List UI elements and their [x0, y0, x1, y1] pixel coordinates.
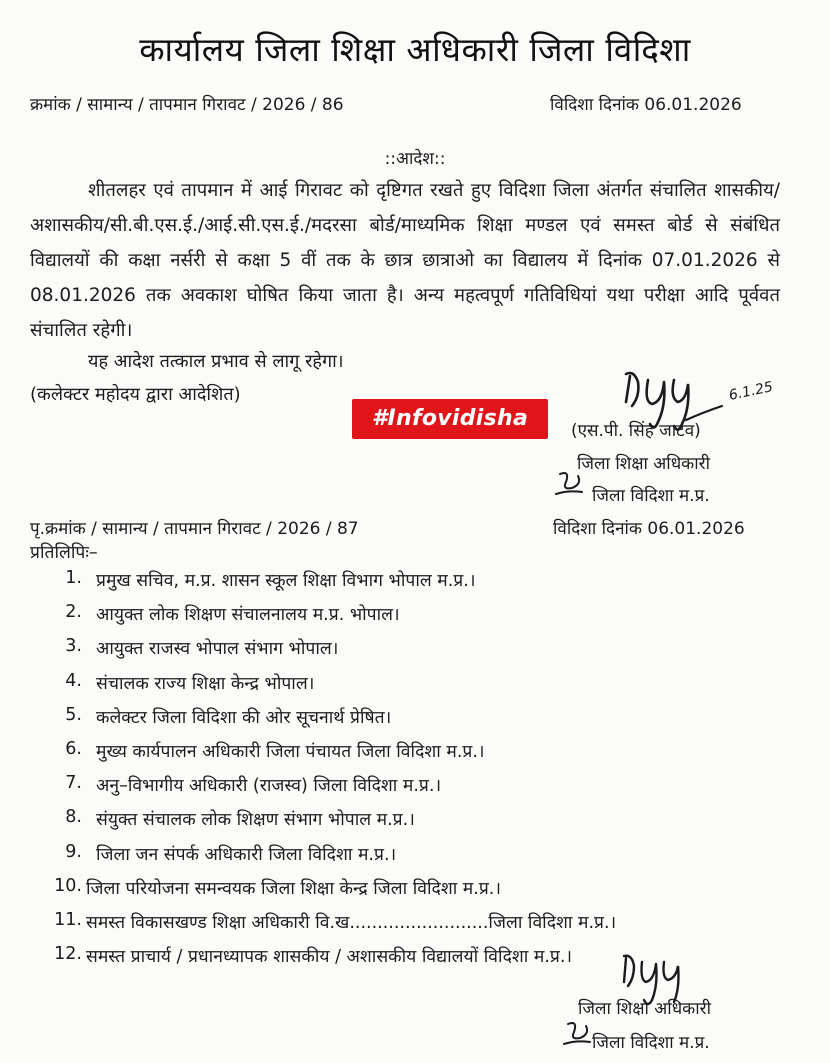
list-item: 10. जिला परियोजना समन्वयक जिला शिक्षा केन्द्र जिला विदिशा म.प्र.।	[54, 875, 501, 899]
handwritten-initial-2	[560, 1018, 596, 1050]
list-item: 4. संचालक राज्य शिक्षा केन्द्र भोपाल।	[65, 670, 315, 694]
list-item: 1. प्रमुख सचिव, म.प्र. शासन स्कूल शिक्षा विभाग भोपाल म.प्र.।	[65, 568, 476, 591]
signatory-2-designation: जिला शिक्षा अधिकारी	[578, 999, 711, 1019]
office-title: कार्यालय जिला शिक्षा अधिकारी जिला विदिशा	[139, 30, 691, 69]
signatory-name: (एस.पी. सिंह जाटव)	[571, 421, 701, 441]
authority-line: (कलेक्टर महोदय द्वारा आदेशित)	[30, 384, 241, 405]
signature-date-text: 6.1.25	[727, 379, 774, 404]
list-item: 12. समस्त प्राचार्य / प्रधानध्यापक शासकीय / अशासकीय विद्यालयों विदिशा म.प्र.।	[54, 944, 573, 968]
list-item: 6. मुख्य कार्यपालन अधिकारी जिला पंचायत जिला विदिशा म.प्र.।	[65, 738, 485, 762]
order-heading: ::आदेश::	[384, 149, 446, 169]
order-reference-number: क्रमांक / सामान्य / तापमान गिरावट / 2026 / 86	[30, 95, 344, 115]
list-item: 5. कलेक्टर जिला विदिशा की ओर सूचनार्थ प्रेषित।	[65, 704, 392, 728]
list-item: 9. जिला जन संपर्क अधिकारी जिला विदिशा म.प्र.।	[65, 841, 397, 865]
list-item: 11. समस्त विकासखण्ड शिक्षा अधिकारी वि.ख.........................जिला विदिशा म.प्र.।	[54, 909, 617, 933]
copy-heading: प्रतिलिपिः–	[30, 543, 98, 563]
effect-line: यह आदेश तत्काल प्रभाव से लागू रहेगा।	[88, 351, 344, 372]
list-item: 8. संयुक्त संचालक लोक शिक्षण संभाग भोपाल म.प्र.।	[65, 807, 415, 831]
order-body-paragraph: शीतलहर एवं तापमान में आई गिरावट को दृष्टिगत रखते हुए विदिशा जिला अंतर्गत संचालित शासकीय/अशासकीय/सी.बी.एस.ई./आई.सी.एस.ई./मदरसा बोर्ड/माध्यमिक शिक्षा मण्डल एवं समस्त बोर्ड से संबंधित विद्यालयों की कक्षा नर्सरी से कक्षा 5 वीं तक के छात्र छात्राओ का विद्यालय में दिनांक 07.01.2026 से 08.01.2026 तक अवकाश घोषित किया जाता है। अन्य महत्वपूर्ण गतिविधियां यथा परीक्षा आदि पूर्ववत संचालित रहेगी।	[30, 180, 780, 341]
handwritten-initial-1	[552, 468, 588, 500]
signatory-designation: जिला शिक्षा अधिकारी	[577, 454, 710, 474]
order-date: विदिशा दिनांक 06.01.2026	[550, 95, 742, 115]
signatory-office: जिला विदिशा म.प्र.	[592, 486, 710, 506]
copy-date: विदिशा दिनांक 06.01.2026	[553, 519, 745, 539]
infovidisha-watermark-badge: #Infovidisha	[352, 399, 548, 439]
list-item: 3. आयुक्त राजस्व भोपाल संभाग भोपाल।	[65, 636, 339, 660]
list-item: 2. आयुक्त लोक शिक्षण संचालनालय म.प्र. भोपाल।	[65, 602, 400, 626]
copy-reference-number: पृ.क्रमांक / सामान्य / तापमान गिरावट / 2026 / 87	[30, 519, 359, 539]
copy-recipient-list	[44, 568, 616, 978]
list-item: 7. अनु–विभागीय अधिकारी (राजस्व) जिला विदिशा म.प्र.।	[65, 773, 442, 797]
signatory-2-office: जिला विदिशा म.प्र.	[592, 1033, 710, 1053]
